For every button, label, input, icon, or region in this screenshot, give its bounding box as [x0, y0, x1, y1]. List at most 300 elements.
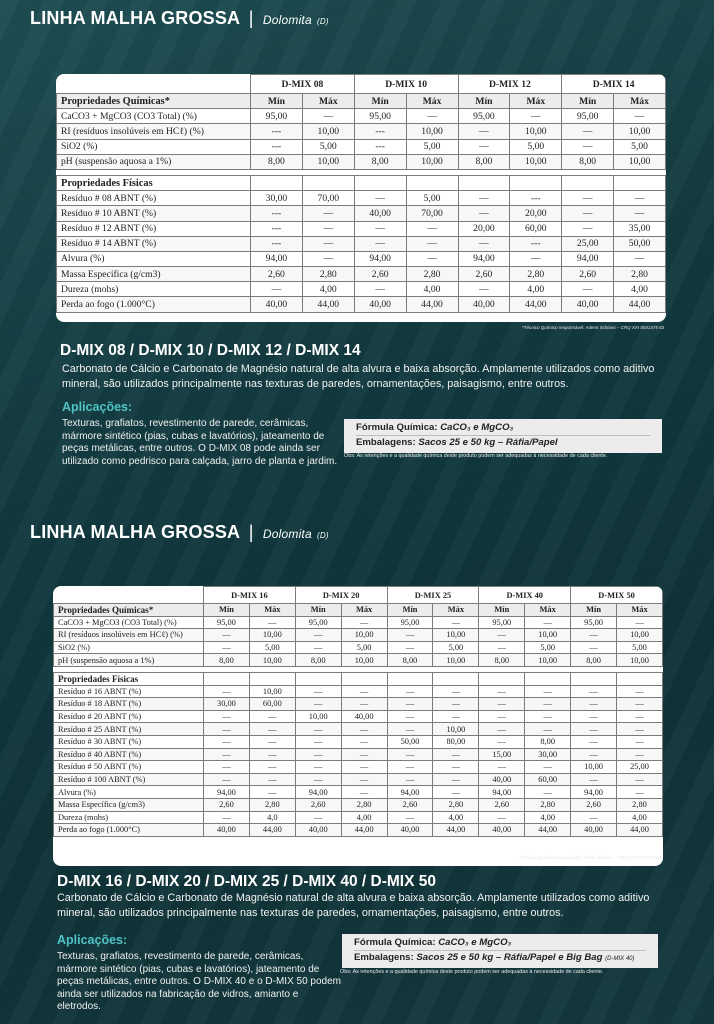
value-cell: —: [302, 221, 354, 236]
value-cell: —: [433, 616, 479, 629]
value-cell: 10,00: [510, 124, 562, 139]
value-cell: 94,00: [562, 251, 614, 266]
value-cell: 2,80: [302, 267, 354, 282]
tech-note: *Técnico Químico responsável: Adenir Schiavo – CRQ XXI 0041475 63: [522, 325, 665, 330]
value-cell: 94,00: [458, 251, 510, 266]
value-cell: 10,00: [249, 685, 295, 698]
value-cell: 2,60: [204, 798, 250, 811]
table-row: [57, 206, 666, 221]
value-cell: 95,00: [295, 616, 341, 629]
value-cell: —: [249, 786, 295, 799]
value-cell: 10,00: [341, 654, 387, 667]
value-cell: 40,00: [251, 297, 303, 312]
value-cell: —: [571, 710, 617, 723]
value-cell: —: [387, 773, 433, 786]
empty-cell: [525, 672, 571, 685]
value-cell: —: [387, 710, 433, 723]
value-cell: —: [433, 748, 479, 761]
product-title: D-MIX 08 / D-MIX 10 / D-MIX 12 / D-MIX 14: [60, 342, 361, 359]
table-row: [57, 124, 666, 139]
formula-label: Fórmula Química:: [354, 937, 436, 948]
value-cell: 40,00: [479, 773, 525, 786]
value-cell: —: [341, 616, 387, 629]
value-cell: 2,60: [251, 267, 303, 282]
row-label: Alvura (%): [57, 251, 251, 266]
value-cell: —: [571, 735, 617, 748]
value-cell: 2,80: [614, 267, 666, 282]
formula-label: Fórmula Química:: [356, 422, 438, 433]
value-cell: —: [249, 761, 295, 774]
value-cell: 4,00: [341, 811, 387, 824]
spec-table: [53, 586, 663, 837]
value-cell: —: [341, 735, 387, 748]
value-cell: 2,80: [617, 798, 663, 811]
value-cell: 44,00: [249, 824, 295, 837]
value-cell: —: [354, 221, 406, 236]
value-cell: —: [433, 685, 479, 698]
value-cell: —: [295, 685, 341, 698]
value-cell: —: [433, 761, 479, 774]
section-2: [0, 510, 714, 1024]
value-cell: 80,00: [433, 735, 479, 748]
empty-cell: [614, 175, 666, 190]
empty-cell: [458, 175, 510, 190]
value-cell: —: [525, 761, 571, 774]
packaging-label: Embalagens:: [356, 437, 416, 448]
value-cell: 95,00: [562, 109, 614, 124]
empty-cell: [562, 175, 614, 190]
value-cell: —: [562, 221, 614, 236]
product-title: D-MIX 16 / D-MIX 20 / D-MIX 25 / D-MIX 40 / D-MIX 50: [57, 873, 436, 890]
value-cell: —: [525, 723, 571, 736]
value-cell: —: [479, 710, 525, 723]
formula-value: CaCO₃ e MgCO₃: [440, 422, 514, 433]
table-row: [57, 154, 666, 169]
value-cell: —: [387, 811, 433, 824]
value-cell: 30,00: [525, 748, 571, 761]
empty-cell: [251, 175, 303, 190]
row-label: Perda ao fogo (1.000°C): [57, 297, 251, 312]
formula-line: [354, 936, 646, 951]
product-column-header: D-MIX 12: [458, 75, 562, 94]
value-cell: 70,00: [302, 191, 354, 206]
value-cell: —: [341, 698, 387, 711]
spec-table-card: [56, 74, 666, 322]
value-cell: 95,00: [354, 109, 406, 124]
value-cell: ---: [251, 221, 303, 236]
value-cell: —: [617, 710, 663, 723]
packaging-value: Sacos 25 e 50 kg – Ráfia/Papel e Big Bag: [416, 952, 603, 963]
empty-cell: [295, 672, 341, 685]
value-cell: 94,00: [387, 786, 433, 799]
value-cell: 70,00: [406, 206, 458, 221]
value-cell: 40,00: [204, 824, 250, 837]
value-cell: —: [458, 139, 510, 154]
table-row: [54, 629, 663, 642]
product-description: Carbonato de Cálcio e Carbonato de Magnésio natural de alta alvura e baixa absorção. Amplamente utilizados como aditivo mineral, são utilizados principalmente nas texturas de paredes, ornamentações, paisagismo, entre outros.: [57, 892, 650, 919]
row-label: Resíduo # 08 ABNT (%): [57, 191, 251, 206]
value-cell: 8,00: [571, 654, 617, 667]
row-label: Resíduo # 10 ABNT (%): [57, 206, 251, 221]
header-blank: [54, 587, 204, 604]
table-row: [57, 251, 666, 266]
value-cell: ---: [251, 139, 303, 154]
empty-cell: [617, 672, 663, 685]
value-cell: —: [479, 723, 525, 736]
min-label: Mín: [354, 94, 406, 109]
spec-table-card: [53, 586, 663, 866]
applications-text: Texturas, grafiatos, revestimento de parede, cerâmicas, mármore sintético (pias, cubas e lavatórios), jateamento de peças metálicas, entre outros. O D-MIX 08 pode ainda ser utilizado como pedrisco para calçada, jarro de planta e jardim.: [62, 418, 338, 467]
packaging-value: Sacos 25 e 50 kg – Ráfia/Papel: [418, 437, 558, 448]
table-row: [54, 616, 663, 629]
chem-header-row: [57, 94, 666, 109]
value-cell: —: [354, 191, 406, 206]
value-cell: 10,00: [617, 629, 663, 642]
value-cell: —: [204, 748, 250, 761]
value-cell: —: [571, 685, 617, 698]
value-cell: 95,00: [251, 109, 303, 124]
value-cell: 94,00: [251, 251, 303, 266]
table-row: [57, 236, 666, 251]
value-cell: 30,00: [251, 191, 303, 206]
value-cell: —: [433, 773, 479, 786]
value-cell: —: [387, 761, 433, 774]
value-cell: 10,00: [433, 629, 479, 642]
value-cell: —: [295, 629, 341, 642]
table-row: [54, 811, 663, 824]
phys-header-row: [54, 672, 663, 685]
row-label: RI (resíduos insolúveis em HCℓ) (%): [54, 629, 204, 642]
value-cell: —: [387, 685, 433, 698]
table-row: [54, 685, 663, 698]
value-cell: 2,60: [479, 798, 525, 811]
tech-note: *Técnico Químico responsável: Adenir Schiavo – CRQ XXI 0041475 63: [519, 855, 662, 860]
value-cell: 35,00: [614, 221, 666, 236]
line-subtitle-code: (D): [317, 17, 329, 26]
value-cell: 60,00: [510, 221, 562, 236]
value-cell: —: [249, 748, 295, 761]
value-cell: 94,00: [295, 786, 341, 799]
value-cell: —: [458, 206, 510, 221]
value-cell: —: [562, 124, 614, 139]
product-column-header: D-MIX 10: [354, 75, 458, 94]
value-cell: 95,00: [571, 616, 617, 629]
row-label: Perda ao fogo (1.000°C): [54, 824, 204, 837]
row-label: SiO2 (%): [54, 641, 204, 654]
spec-table: [56, 74, 666, 313]
value-cell: —: [387, 748, 433, 761]
value-cell: —: [249, 710, 295, 723]
phys-header-row: [57, 175, 666, 190]
row-label: Resíduo # 16 ABNT (%): [54, 685, 204, 698]
value-cell: 40,00: [562, 297, 614, 312]
value-cell: 2,80: [406, 267, 458, 282]
min-label: Mín: [295, 604, 341, 617]
value-cell: ---: [251, 124, 303, 139]
value-cell: —: [251, 282, 303, 297]
value-cell: 2,80: [433, 798, 479, 811]
phys-section-header: Propriedades Físicas: [54, 672, 204, 685]
value-cell: 10,00: [249, 629, 295, 642]
value-cell: ---: [251, 206, 303, 221]
table-row: [54, 710, 663, 723]
table-row: [57, 109, 666, 124]
value-cell: —: [302, 236, 354, 251]
value-cell: —: [479, 641, 525, 654]
packaging-code: (D-MIX 40): [605, 956, 635, 962]
value-cell: 15,00: [479, 748, 525, 761]
value-cell: —: [354, 282, 406, 297]
table-row: [57, 221, 666, 236]
value-cell: 4,00: [510, 282, 562, 297]
table-row: [54, 824, 663, 837]
value-cell: —: [617, 723, 663, 736]
value-cell: 95,00: [479, 616, 525, 629]
table-row: [57, 267, 666, 282]
row-label: Resíduo # 40 ABNT (%): [54, 748, 204, 761]
empty-cell: [387, 672, 433, 685]
value-cell: 44,00: [614, 297, 666, 312]
value-cell: —: [525, 685, 571, 698]
value-cell: —: [204, 629, 250, 642]
chem-section-header: Propriedades Químicas*: [54, 604, 204, 617]
line-subtitle: Dolomita: [262, 13, 312, 27]
min-label: Mín: [571, 604, 617, 617]
table-row: [54, 723, 663, 736]
value-cell: —: [614, 109, 666, 124]
value-cell: 2,60: [387, 798, 433, 811]
row-label: Resíduo # 25 ABNT (%): [54, 723, 204, 736]
value-cell: —: [387, 723, 433, 736]
value-cell: —: [302, 206, 354, 221]
value-cell: —: [571, 773, 617, 786]
value-cell: 8,00: [251, 154, 303, 169]
formula-line: [356, 421, 650, 436]
value-cell: 4,00: [525, 811, 571, 824]
row-label: Dureza (mohs): [54, 811, 204, 824]
table-row: [54, 654, 663, 667]
value-cell: 5,00: [302, 139, 354, 154]
value-cell: 2,60: [562, 267, 614, 282]
value-cell: 10,00: [525, 629, 571, 642]
value-cell: 20,00: [510, 206, 562, 221]
product-column-header: D-MIX 40: [479, 587, 571, 604]
value-cell: —: [562, 191, 614, 206]
row-label: SiO2 (%): [57, 139, 251, 154]
table-row: [54, 735, 663, 748]
min-label: Mín: [479, 604, 525, 617]
obs-note: Obs: As retenções e a qualidade química deste produto podem ser adequadas à necessidade de cada cliente.: [344, 453, 608, 459]
value-cell: —: [525, 710, 571, 723]
value-cell: 2,80: [525, 798, 571, 811]
value-cell: —: [562, 206, 614, 221]
value-cell: 40,00: [295, 824, 341, 837]
value-cell: —: [387, 698, 433, 711]
value-cell: 40,00: [341, 710, 387, 723]
packaging-label: Embalagens:: [354, 952, 414, 963]
value-cell: —: [614, 251, 666, 266]
value-cell: 10,00: [433, 654, 479, 667]
empty-cell: [510, 175, 562, 190]
value-cell: 94,00: [571, 786, 617, 799]
value-cell: 25,00: [562, 236, 614, 251]
value-cell: —: [204, 710, 250, 723]
value-cell: 8,00: [295, 654, 341, 667]
value-cell: —: [614, 206, 666, 221]
empty-cell: [571, 672, 617, 685]
value-cell: —: [204, 773, 250, 786]
product-column-header: D-MIX 20: [295, 587, 387, 604]
value-cell: —: [295, 723, 341, 736]
value-cell: —: [525, 698, 571, 711]
value-cell: 5,00: [406, 139, 458, 154]
value-cell: —: [571, 698, 617, 711]
max-label: Máx: [406, 94, 458, 109]
value-cell: 60,00: [525, 773, 571, 786]
value-cell: —: [249, 616, 295, 629]
row-label: Alvura (%): [54, 786, 204, 799]
value-cell: —: [295, 735, 341, 748]
value-cell: —: [406, 221, 458, 236]
max-label: Máx: [510, 94, 562, 109]
row-label: pH (suspensão aquosa a 1%): [54, 654, 204, 667]
value-cell: —: [341, 773, 387, 786]
value-cell: —: [571, 811, 617, 824]
value-cell: —: [204, 641, 250, 654]
header-blank: [57, 75, 251, 94]
table-row: [54, 641, 663, 654]
value-cell: —: [571, 641, 617, 654]
table-row: [54, 748, 663, 761]
value-cell: 8,00: [204, 654, 250, 667]
value-cell: —: [406, 236, 458, 251]
value-cell: —: [387, 641, 433, 654]
row-label: RI (resíduos insolúveis em HCℓ) (%): [57, 124, 251, 139]
value-cell: ---: [251, 236, 303, 251]
value-cell: —: [510, 109, 562, 124]
applications-title: Aplicações:: [57, 933, 128, 947]
max-label: Máx: [617, 604, 663, 617]
value-cell: 50,00: [387, 735, 433, 748]
value-cell: 94,00: [354, 251, 406, 266]
empty-cell: [433, 672, 479, 685]
value-cell: —: [510, 251, 562, 266]
value-cell: 8,00: [562, 154, 614, 169]
product-column-header: D-MIX 08: [251, 75, 355, 94]
line-subtitle: Dolomita: [262, 527, 312, 541]
value-cell: —: [479, 761, 525, 774]
section-1: [0, 0, 714, 510]
row-label: Resíduo # 30 ABNT (%): [54, 735, 204, 748]
value-cell: 4,00: [614, 282, 666, 297]
row-label: Resíduo # 18 ABNT (%): [54, 698, 204, 711]
value-cell: 8,00: [354, 154, 406, 169]
row-label: Massa Específica (g/cm3): [54, 798, 204, 811]
min-label: Mín: [387, 604, 433, 617]
value-cell: 40,00: [387, 824, 433, 837]
min-label: Mín: [458, 94, 510, 109]
value-cell: 8,00: [525, 735, 571, 748]
chem-header-row: [54, 604, 663, 617]
value-cell: —: [387, 629, 433, 642]
value-cell: 10,00: [571, 761, 617, 774]
row-label: CaCO3 + MgCO3 (CO3 Total) (%): [57, 109, 251, 124]
value-cell: 44,00: [302, 297, 354, 312]
value-cell: —: [295, 748, 341, 761]
row-label: pH (suspensão aquosa a 1%): [57, 154, 251, 169]
formula-box: [342, 934, 658, 968]
value-cell: —: [249, 723, 295, 736]
value-cell: —: [341, 761, 387, 774]
value-cell: 94,00: [204, 786, 250, 799]
product-column-header: D-MIX 25: [387, 587, 479, 604]
value-cell: 2,60: [354, 267, 406, 282]
product-description: Carbonato de Cálcio e Carbonato de Magnésio natural de alta alvura e baixa absorção. Amplamente utilizados como aditivo mineral, são utilizados principalmente nas texturas de paredes, ornamentações, paisagismo, entre outros.: [62, 363, 655, 390]
value-cell: 44,00: [406, 297, 458, 312]
value-cell: 10,00: [406, 124, 458, 139]
value-cell: 30,00: [204, 698, 250, 711]
line-title-text: LINHA MALHA GROSSA: [30, 8, 240, 28]
value-cell: ---: [354, 124, 406, 139]
value-cell: 95,00: [458, 109, 510, 124]
value-cell: 4,00: [302, 282, 354, 297]
line-subtitle-code: (D): [317, 531, 329, 540]
value-cell: 40,00: [571, 824, 617, 837]
value-cell: —: [525, 616, 571, 629]
value-cell: 10,00: [406, 154, 458, 169]
line-title: [30, 522, 329, 543]
value-cell: —: [249, 773, 295, 786]
empty-cell: [302, 175, 354, 190]
value-cell: —: [479, 811, 525, 824]
table-row: [54, 761, 663, 774]
value-cell: —: [341, 723, 387, 736]
value-cell: 40,00: [479, 824, 525, 837]
value-cell: —: [341, 685, 387, 698]
value-cell: —: [433, 698, 479, 711]
value-cell: 2,60: [458, 267, 510, 282]
value-cell: 10,00: [302, 124, 354, 139]
value-cell: 40,00: [354, 206, 406, 221]
obs-note: Obs: As retenções e a qualidade química deste produto podem ser adequadas à necessidade de cada cliente.: [340, 969, 604, 975]
row-label: Resíduo # 20 ABNT (%): [54, 710, 204, 723]
empty-cell: [479, 672, 525, 685]
product-column-header: D-MIX 50: [571, 587, 663, 604]
table-row: [54, 773, 663, 786]
packaging-line: [356, 436, 650, 451]
value-cell: 5,00: [433, 641, 479, 654]
value-cell: —: [617, 685, 663, 698]
value-cell: 4,0: [249, 811, 295, 824]
table-row: [54, 786, 663, 799]
line-title: [30, 8, 329, 29]
value-cell: 5,00: [525, 641, 571, 654]
row-label: Resíduo # 14 ABNT (%): [57, 236, 251, 251]
value-cell: —: [562, 139, 614, 154]
phys-section-header: Propriedades Físicas: [57, 175, 251, 190]
value-cell: 5,00: [406, 191, 458, 206]
value-cell: —: [341, 748, 387, 761]
value-cell: 40,00: [458, 297, 510, 312]
value-cell: 8,00: [387, 654, 433, 667]
value-cell: ---: [510, 236, 562, 251]
value-cell: 2,80: [249, 798, 295, 811]
empty-cell: [249, 672, 295, 685]
value-cell: —: [204, 735, 250, 748]
value-cell: —: [617, 773, 663, 786]
value-cell: —: [571, 629, 617, 642]
table-row: [57, 139, 666, 154]
